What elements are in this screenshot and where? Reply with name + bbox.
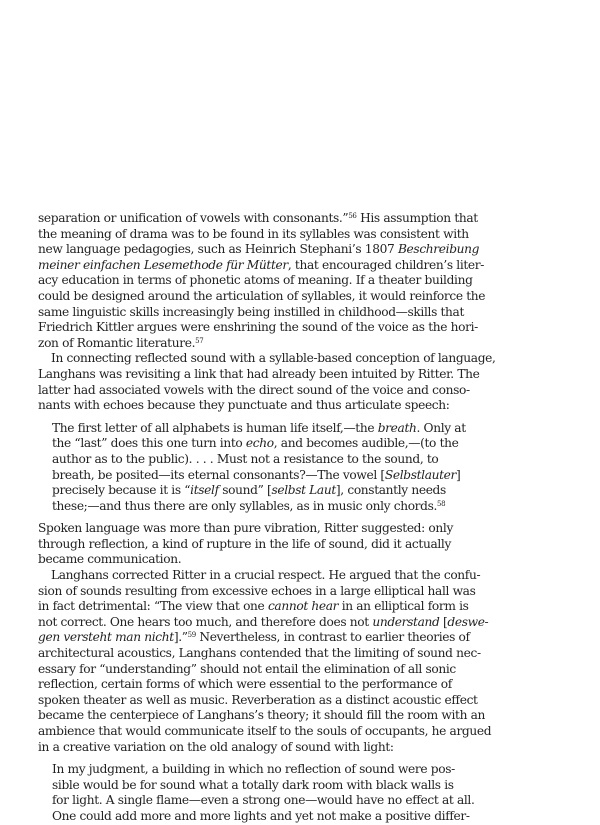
text-line: [38, 568, 481, 584]
footnote-ref: 59: [187, 631, 196, 640]
footnote-ref: 57: [195, 336, 204, 345]
text-run: His assumption that: [356, 211, 478, 225]
spacer: [38, 514, 451, 521]
text-line: [38, 304, 465, 321]
body-text: [38, 211, 496, 825]
text-run: precisely because it is “: [52, 483, 191, 498]
text-run: reflection, certain forms of which were essential to the performance of: [38, 677, 452, 692]
italic-run: cannot hear: [267, 599, 339, 614]
text-line: [38, 320, 478, 336]
text-line: [38, 599, 469, 615]
footnote-ref: 56: [348, 212, 357, 220]
text-run: [: [439, 614, 448, 629]
text-line: [38, 537, 451, 553]
text-line: [38, 724, 492, 740]
block-quote: [52, 420, 466, 515]
text-run: In connecting reflected sound with a syllable-based conception of language,: [51, 351, 496, 366]
text-run: architectural acoustics, Langhans contended that the limiting of sound nec-: [38, 646, 481, 661]
italic-run: Beschreibung: [397, 242, 480, 257]
text-line: [52, 420, 466, 437]
text-run: One could add more and more lights and yet not make a positive differ-: [52, 808, 470, 823]
text-run: for light. A single flame—even a strong one—would have no effect at all.: [52, 793, 475, 808]
text-run: separation or unification of vowels with consonants.”: [38, 211, 349, 225]
text-run: in a creative variation on the old analogy of sound with light:: [38, 739, 394, 754]
text-run: in an elliptical form is: [338, 599, 469, 614]
text-run: zon of Romantic literature.: [38, 335, 196, 350]
text-run: nants with echoes because they punctuate and thus articulate speech:: [38, 398, 450, 413]
text-line: [38, 273, 473, 289]
text-run: The first letter of all alphabets is human life itself,—the: [52, 420, 378, 435]
text-run: author as to the public). . . . Must not a resistance to the sound, to: [52, 451, 439, 466]
text-line: [38, 226, 469, 243]
text-run: new language pedagogies, such as Heinrich Stephani’s 1807: [38, 242, 398, 257]
paragraph: [38, 351, 496, 413]
text-line: [38, 740, 451, 756]
italic-run: gen versteht man nicht: [38, 630, 174, 645]
text-run: , and becomes audible,—(to the: [273, 436, 459, 451]
text-run: spoken theater as well as music. Reverberation as a distinct acoustic effect: [38, 692, 478, 707]
text-line: [38, 661, 456, 678]
text-line: [52, 777, 454, 794]
italic-run: deswe-: [447, 614, 489, 629]
text-line: [52, 483, 446, 499]
text-line: [38, 366, 480, 383]
footnote-ref: 58: [437, 499, 446, 508]
text-run: same linguistic skills increasingly being instilled in childhood—skills that: [38, 304, 465, 319]
italic-run: understand: [372, 614, 440, 629]
text-line: [38, 211, 478, 227]
text-run: ]: [456, 467, 461, 482]
text-run: sion of sounds resulting from excessive echoes in a large elliptical hall was: [38, 583, 476, 598]
text-run: , that encouraged children’s liter-: [287, 257, 485, 272]
paragraph: [38, 521, 451, 568]
text-line: [38, 398, 451, 414]
text-run: could be designed around the articulation of syllables, it would reinforce the: [38, 288, 486, 303]
spacer: [38, 414, 451, 421]
italic-run: echo: [245, 436, 274, 451]
text-line: [38, 521, 451, 537]
italic-run: itself: [190, 483, 219, 498]
text-line: [52, 498, 446, 515]
text-run: the meaning of drama was to be found in its syllables was consistent with: [38, 226, 469, 241]
text-run: ambience that would communicate itself to the souls of occupants, he argued: [38, 724, 492, 738]
text-run: Spoken language was more than pure vibration, Ritter suggested: only: [38, 521, 453, 536]
text-run: through reflection, a kind of rupture in the life of sound, did it actually: [38, 536, 451, 551]
text-run: In my judgment, a building in which no reflection of sound were pos-: [52, 762, 455, 777]
block-quote: [52, 762, 475, 824]
text-line: [52, 762, 455, 778]
text-line: [38, 692, 478, 709]
spacer: [38, 755, 451, 762]
paragraph: [38, 568, 492, 755]
text-run: in fact detrimental: “The view that one: [38, 599, 268, 614]
text-line: [38, 382, 470, 399]
text-run: breath, be posited—its eternal consonants?—The vowel [: [52, 467, 385, 482]
text-run: ].”: [173, 630, 188, 645]
text-run: latter had associated vowels with the direct sound of the voice and conso-: [38, 382, 470, 397]
text-line: [38, 552, 451, 568]
text-line: [52, 436, 459, 452]
text-run: sound” [: [218, 483, 272, 498]
text-run: sible would be for sound what a totally dark room with black walls is: [52, 777, 454, 792]
text-run: acy education in terms of phonetic atoms of meaning. If a theater building: [38, 273, 473, 288]
text-run: . Only at: [416, 420, 466, 435]
text-run: essary for “understanding” should not entail the elimination of all sonic: [38, 661, 456, 676]
text-line: [52, 808, 470, 825]
italic-run: meiner einfachen Lesemethode für Mütter: [38, 257, 288, 272]
text-line: [38, 708, 486, 724]
text-line: [38, 614, 489, 631]
paragraph: [38, 211, 486, 351]
text-line: [38, 242, 480, 258]
text-run: became communication.: [38, 552, 182, 567]
text-run: Langhans corrected Ritter in a crucial respect. He argued that the confu-: [51, 568, 481, 583]
italic-run: breath: [377, 420, 417, 435]
italic-run: Selbstlauter: [384, 467, 457, 482]
text-line: [38, 288, 486, 305]
text-line: [52, 452, 437, 468]
text-line: [38, 646, 481, 662]
text-run: Langhans was revisiting a link that had already been intuited by Ritter. The: [38, 366, 480, 381]
text-line: [38, 336, 451, 352]
text-run: the “last” does this one turn into: [52, 436, 246, 451]
text-run: Nevertheless, in contrast to earlier theories of: [195, 630, 470, 645]
text-run: ], constantly needs: [335, 483, 446, 498]
text-line: [38, 630, 470, 646]
text-run: Friedrich Kittler argues were enshrining the sound of the voice as the hori-: [38, 320, 478, 335]
text-line: [38, 583, 476, 600]
text-line: [38, 351, 496, 367]
text-line: [38, 257, 485, 274]
italic-run: selbst Laut: [271, 483, 336, 498]
text-line: [38, 677, 451, 693]
text-run: these;—and thus there are only syllables, as in music only chords.: [52, 498, 438, 513]
text-line: [52, 467, 461, 484]
text-run: became the centerpiece of Langhans’s theory; it should fill the room with an: [38, 708, 486, 723]
text-run: not correct. One hears too much, and therefore does not: [38, 614, 373, 629]
